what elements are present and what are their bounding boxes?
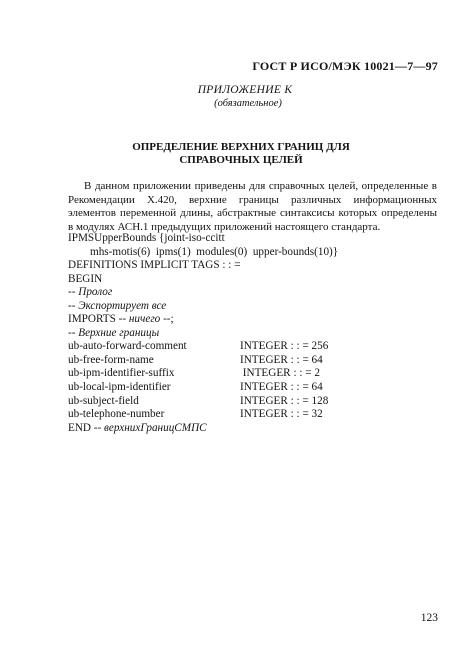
page-number: 123 <box>420 612 438 624</box>
document-code: ГОСТ Р ИСО/МЭК 10021—7—97 <box>252 59 438 73</box>
bound-name: ub-local-ipm-identifier <box>68 381 171 394</box>
prolog-comment <box>68 286 438 300</box>
comment-text: Экспортирует все <box>78 299 167 312</box>
comment-dashes: -- <box>68 299 79 312</box>
bound-row <box>68 395 438 409</box>
bounds-comment <box>68 327 438 341</box>
bound-value: INTEGER : : = 32 <box>240 408 323 421</box>
definitions-line: DEFINITIONS IMPLICIT TAGS : : = <box>68 259 241 272</box>
comment-dashes: -- <box>68 286 79 299</box>
intro-paragraph: В данном приложении приведены для справочных целей, определенные в Рекомендации X.420, верхние границы различных информационных элементов переменной длины, абстрактные синтаксисы которых определены в модулях АСН.1 предыдущих приложений настоящего стандарта. <box>68 180 437 233</box>
bound-value: INTEGER : : = 64 <box>240 381 323 394</box>
bound-value: INTEGER : : = 128 <box>240 394 329 407</box>
imports-line <box>68 313 438 327</box>
bound-value: INTEGER : : = 2 <box>240 367 320 380</box>
bound-row <box>68 354 438 368</box>
imports-end: --; <box>160 313 174 326</box>
end-comment: верхнихГраницСМПС <box>104 421 207 434</box>
appendix-title: ПРИЛОЖЕНИЕ К <box>197 84 293 96</box>
bound-name: ub-free-form-name <box>68 353 154 366</box>
appendix-heading <box>0 84 468 110</box>
bound-value: INTEGER : : = 256 <box>240 340 329 353</box>
bound-name: ub-telephone-number <box>68 408 165 421</box>
bound-row <box>68 381 438 395</box>
section-title <box>0 141 468 167</box>
bound-row <box>68 408 438 422</box>
section-title-line: ОПРЕДЕЛЕНИЕ ВЕРХНИХ ГРАНИЦ ДЛЯ <box>132 141 350 153</box>
bound-value: INTEGER : : = 64 <box>240 353 323 366</box>
imports-keyword: IMPORTS -- <box>68 313 129 326</box>
appendix-subtitle: (обязательное) <box>214 98 282 109</box>
end-line <box>68 422 438 436</box>
module-header-line: IPMSUpperBounds {joint-iso-ccitt <box>68 232 225 244</box>
comment-text: Верхние границы <box>78 326 160 339</box>
comment-dashes: -- <box>68 326 79 339</box>
bound-name: ub-auto-forward-comment <box>68 340 187 353</box>
asn1-module <box>68 232 438 435</box>
bound-row <box>68 367 438 381</box>
bound-name: ub-subject-field <box>68 394 139 407</box>
module-oid-line: mhs-motis(6) ipms(1) modules(0) upper-bounds(10)} <box>90 245 339 258</box>
comment-text: Пролог <box>78 286 113 299</box>
imports-comment: ничего <box>128 313 161 326</box>
bound-name: ub-ipm-identifier-suffix <box>68 367 175 380</box>
export-comment <box>68 300 438 314</box>
end-keyword: END -- <box>68 421 105 434</box>
begin-line: BEGIN <box>68 272 103 285</box>
bound-row <box>68 340 438 354</box>
section-title-line: СПРАВОЧНЫХ ЦЕЛЕЙ <box>179 154 303 166</box>
